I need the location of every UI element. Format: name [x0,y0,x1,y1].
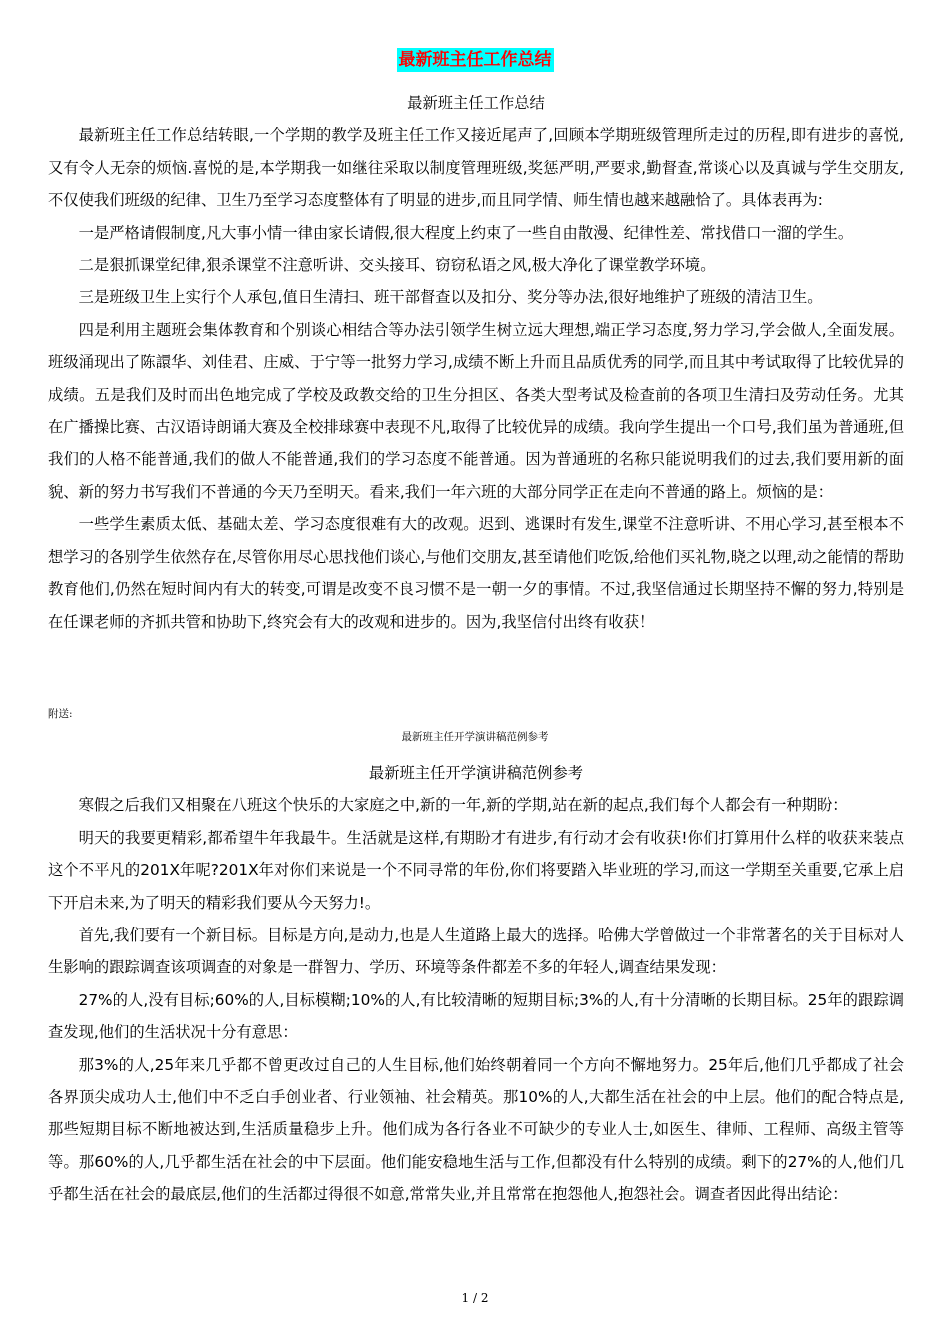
paragraph: 明天的我要更精彩,都希望牛年我最牛。生活就是这样,有期盼才有进步,有行动才会有收获!你们打算用什么样的收获来装点这个不平凡的201X年呢?201X年对你们来说是一个不同寻常的年份,你们将要踏入毕业班的学习,而这一学期至关重要,它承上启下开启未来,为了明天的精彩我们要从今天努力!。 [48,828,904,912]
paragraph: 27%的人,没有目标;60%的人,目标模糊;10%的人,有比较清晰的短期目标;3%的人,有十分清晰的长期目标。25年的跟踪调查发现,他们的生活状况十分有意思： [48,990,904,1042]
paragraph: 首先,我们要有一个新目标。目标是方向,是动力,也是人生道路上最大的选择。哈佛大学曾做过一个非常著名的关于目标对人生影响的跟踪调查该项调查的对象是一群智力、学历、环境等条件都差不多的年轻人,调查结果发现： [48,926,904,977]
paragraph: 三是班级卫生上实行个人承包,值日生清扫、班干部督查以及扣分、奖分等办法,很好地维护了班级的清洁卫生。 [78,288,823,307]
highlighted-title: 最新班主任工作总结 [398,50,552,70]
article-speech [48,757,904,1211]
paragraph: 二是狠抓课堂纪律,狠杀课堂不注意听讲、交头接耳、窃窃私语之风,极大净化了课堂教学环境。 [78,256,716,275]
paragraph: 寒假之后我们又相聚在八班这个快乐的大家庭之中,新的一年,新的学期,站在新的起点,我们每个人都会有一种期盼： [78,796,848,815]
paragraph: 最新班主任工作总结转眼,一个学期的教学及班主任工作又接近尾声了,回顾本学期班级管理所走过的历程,即有进步的喜悦,又有令人无奈的烦恼.喜悦的是,本学期我一如继往采取以制度管理班级,奖惩严明,严要求,勤督查,常谈心以及真诚与学生交朋友,不仅使我们班级的纪律、卫生乃至学习态度整体有了明显的进步,而且同学情、师生情也越来越融恰了。具体表再为: [48,126,904,210]
paragraph: 一些学生素质太低、基础太差、学习态度很难有大的改观。迟到、逃课时有发生,课堂不注意听讲、不用心学习,甚至根本不想学习的各别学生依然存在,尽管你用尽心思找他们谈心,与他们交朋友,甚至请他们吃饭,给他们买礼物,晓之以理,动之能情的帮助教育他们,仍然在短时间内有大的转变,可谓是改变不良习惯不是一朝一夕的事情。不过,我坚信通过长期坚持不懈的努力,特别是在任课老师的齐抓共管和协助下,终究会有大的改观和进步的。因为,我坚信付出终有收获！ [48,515,904,631]
paragraph: 一是严格请假制度,凡大事小情一律由家长请假,很大程度上约束了一些自由散漫、纪律性差、常找借口一溜的学生。 [78,223,854,242]
article-summary [48,87,904,638]
header [0,48,950,72]
article-title: 最新班主任开学演讲稿范例参考 [368,764,584,782]
paragraph: 四是利用主题班会集体教育和个别谈心相结合等办法引领学生树立远大理想,端正学习态度,努力学习,学会做人,全面发展。班级涌现出了陈譞华、刘佳君、庄威、于宁等一批努力学习,成绩不断上升而且品质优秀的同学,而且其中考试取得了比较优异的成绩。五是我们及时而出色地完成了学校及政教交给的卫生分担区、各类大型考试及检查前的各项卫生清扫及劳动任务。尤其在广播操比赛、古汉语诗朗诵大赛及全校排球赛中表现不凡,取得了比较优异的成绩。我向学生提出一个口号,我们虽为普通班,但我们的人格不能普通,我们的做人不能普通,我们的学习态度不能普通。因为普通班的名称只能说明我们的过去,我们要用新的面貌、新的努力书写我们不普通的今天乃至明天。看来,我们一年六班的大部分同学正在走向不普通的路上。烦恼的是： [48,320,904,501]
appendix-label: 附送: [48,708,73,720]
paragraph: 那3%的人,25年来几乎都不曾更改过自己的人生目标,他们始终朝着同一个方向不懈地努力。25年后,他们几乎都成了社会各界顶尖成功人士,他们中不乏白手创业者、行业领袖、社会精英。那10%的人,大都生活在社会的中上层。他们的配合特点是,那些短期目标不断地被达到,生活质量稳步上升。他们成为各行各业不可缺少的专业人士,如医生、律师、工程师、高级主管等等。那60%的人,几乎都生活在社会的中下层面。他们能安稳地生活与工作,但都没有什么特别的成绩。剩下的27%的人,他们几乎都生活在社会的最底层,他们的生活都过得很不如意,常常失业,并且常常在抱怨他人,抱怨社会。调查者因此得出结论： [48,1055,904,1204]
appendix-subtitle: 最新班主任开学演讲稿范例参考 [401,731,549,743]
article-title: 最新班主任工作总结 [407,94,545,112]
page-number: 1 / 2 [461,1291,489,1305]
